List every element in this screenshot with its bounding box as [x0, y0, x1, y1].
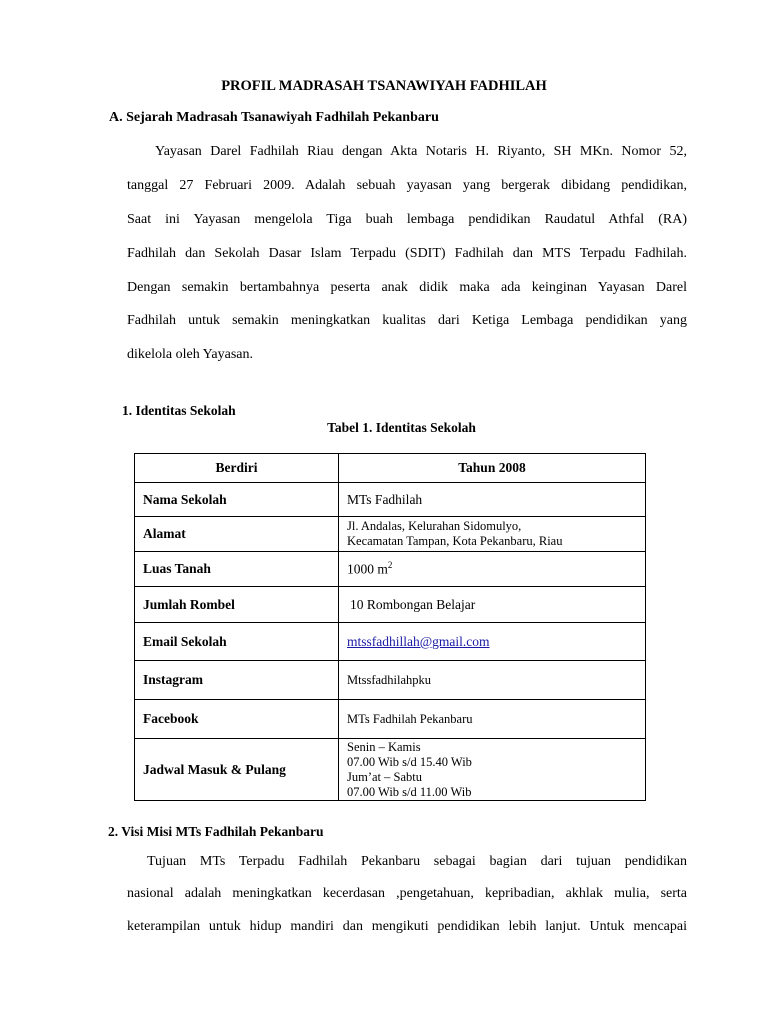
table-row: [135, 517, 646, 552]
table-row: [135, 739, 646, 801]
schedule-line: 07.00 Wib s/d 15.40 Wib: [347, 754, 472, 769]
table-row: [135, 552, 646, 587]
table-row: [135, 623, 646, 661]
visi-paragraph-line: nasional adalah meningkatkan kecerdasan ,pengetahuan, kepribadian, akhlak mulia, serta: [127, 886, 687, 901]
land-area-value: 1000 m: [347, 561, 388, 577]
row-label: Nama Sekolah: [135, 483, 339, 517]
row-value: [339, 739, 646, 801]
row-value: [339, 517, 646, 552]
history-paragraph-line: Dengan semakin bertambahnya peserta anak didik maka ada keinginan Yayasan Darel: [127, 280, 687, 295]
table-row: [135, 483, 646, 517]
row-value: Mtssfadhilahpku: [339, 661, 646, 700]
row-value: [339, 623, 646, 661]
row-value: 10 Rombongan Belajar: [339, 587, 646, 623]
visi-misi-heading: 2. Visi Misi MTs Fadhilah Pekanbaru: [108, 824, 324, 839]
row-value: [339, 552, 646, 587]
row-label: Facebook: [135, 700, 339, 739]
land-area-unit-sup: 2: [387, 560, 393, 571]
address-line: Kecamatan Tampan, Kota Pekanbaru, Riau: [347, 534, 563, 548]
header-value: Tahun 2008: [339, 454, 646, 483]
table-header-row: [135, 454, 646, 483]
document-title: PROFIL MADRASAH TSANAWIYAH FADHILAH: [221, 78, 547, 94]
row-label: Alamat: [135, 517, 339, 552]
table-caption: Tabel 1. Identitas Sekolah: [327, 420, 476, 435]
row-label: Email Sekolah: [135, 623, 339, 661]
visi-paragraph-line: Tujuan MTs Terpadu Fadhilah Pekanbaru sebagai bagian dari tujuan pendidikan: [147, 854, 687, 869]
row-label: Jadwal Masuk & Pulang: [135, 739, 339, 801]
identitas-heading: 1. Identitas Sekolah: [122, 403, 236, 418]
history-paragraph-line: Yayasan Darel Fadhilah Riau dengan Akta Notaris H. Riyanto, SH MKn. Nomor 52,: [155, 144, 687, 159]
row-label: Instagram: [135, 661, 339, 700]
table-row: [135, 700, 646, 739]
identity-table: [134, 453, 646, 801]
schedule-line: Jum’at – Sabtu: [347, 769, 422, 784]
table-row: [135, 661, 646, 700]
schedule-line: Senin – Kamis: [347, 739, 421, 754]
history-paragraph-line: tanggal 27 Februari 2009. Adalah sebuah yayasan yang bergerak dibidang pendidikan,: [127, 178, 687, 193]
history-paragraph-line: Fadhilah dan Sekolah Dasar Islam Terpadu (SDIT) Fadhilah dan MTS Terpadu Fadhilah.: [127, 246, 687, 261]
history-paragraph-line: Saat ini Yayasan mengelola Tiga buah lembaga pendidikan Raudatul Athfal (RA): [127, 212, 687, 227]
email-link[interactable]: mtssfadhillah@gmail.com: [347, 633, 490, 649]
schedule-line: 07.00 Wib s/d 11.00 Wib: [347, 784, 472, 799]
visi-paragraph-line: keterampilan untuk hidup mandiri dan mengikuti pendidikan lebih lanjut. Untuk mencapai: [127, 919, 687, 934]
section-a-heading: A. Sejarah Madrasah Tsanawiyah Fadhilah Pekanbaru: [109, 110, 439, 125]
row-label: Luas Tanah: [135, 552, 339, 587]
table-row: [135, 587, 646, 623]
header-label: Berdiri: [135, 454, 339, 483]
history-paragraph-line: dikelola oleh Yayasan.: [127, 347, 253, 362]
row-label: Jumlah Rombel: [135, 587, 339, 623]
row-value: MTs Fadhilah Pekanbaru: [339, 700, 646, 739]
history-paragraph-line: Fadhilah untuk semakin meningkatkan kualitas dari Ketiga Lembaga pendidikan yang: [127, 313, 687, 328]
row-value: MTs Fadhilah: [339, 483, 646, 517]
address-line: Jl. Andalas, Kelurahan Sidomulyo,: [347, 519, 522, 533]
